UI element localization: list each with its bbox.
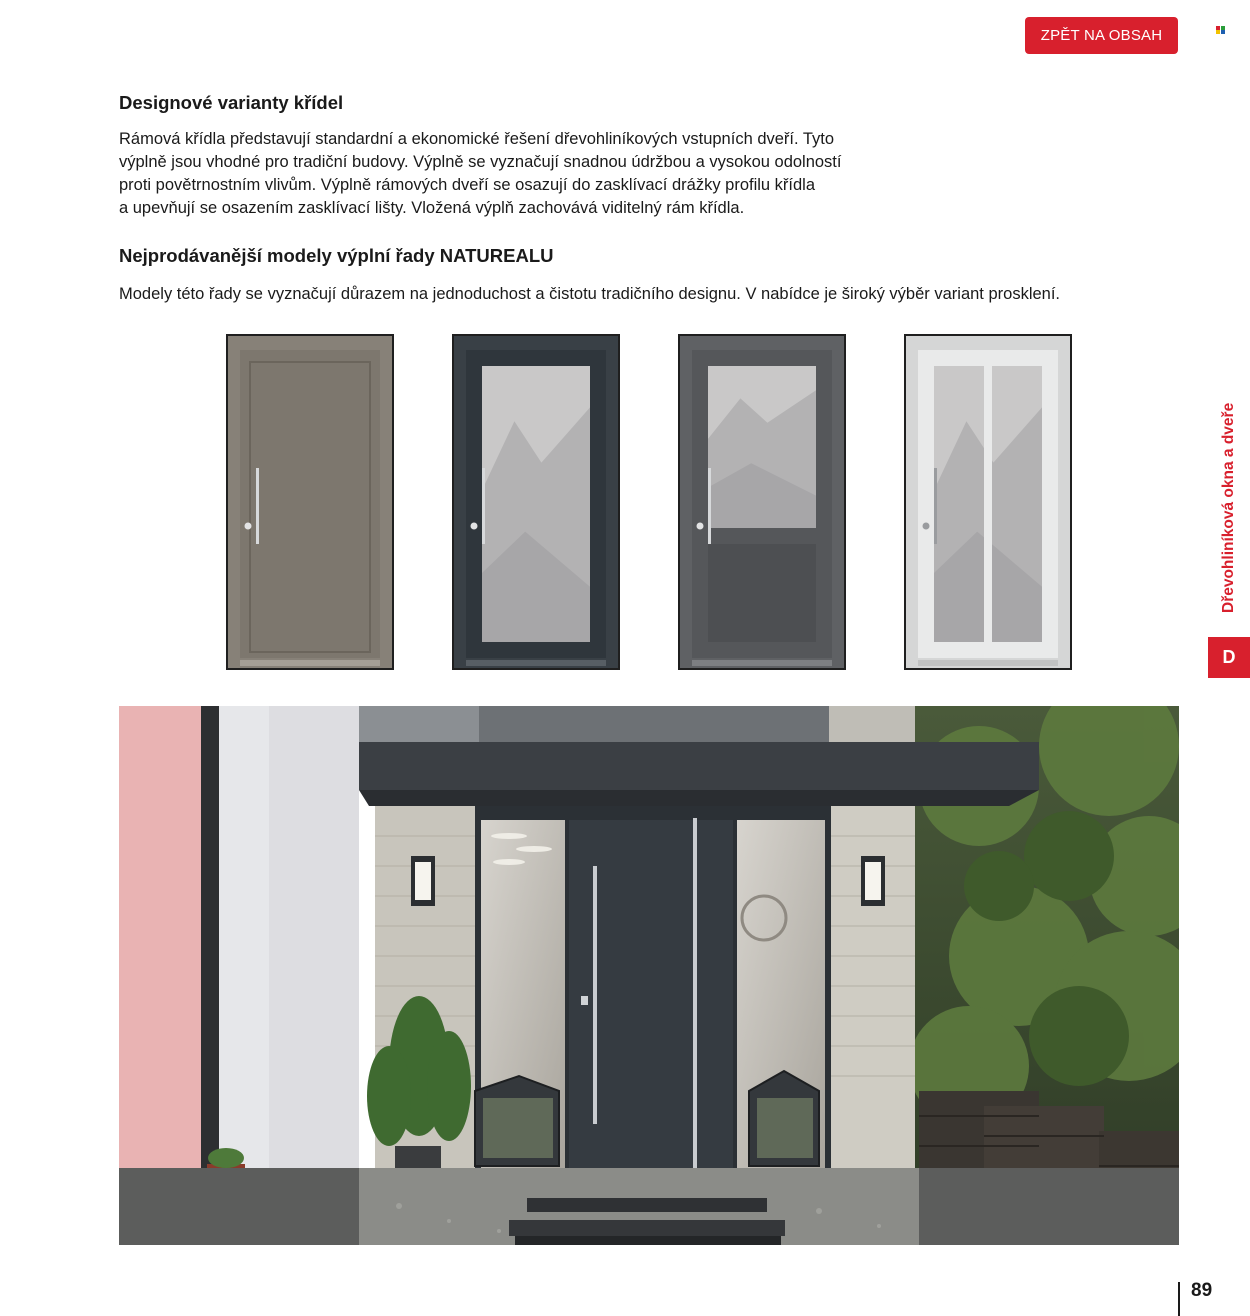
door-leaf — [240, 350, 380, 658]
side-tab-label: Dřevohliníková okna a dveře — [1220, 402, 1237, 614]
paragraph-line: proti povětrnostním vlivům. Výplně rámových dveří se osazují do zasklívací drážky profilu křídla — [119, 176, 816, 194]
paragraph-line: Rámová křídla představují standardní a ekonomické řešení dřevohliníkových vstupních dveří. Tyto — [119, 130, 835, 148]
door-threshold — [466, 660, 606, 666]
paragraph-line: výplně jsou vhodné pro tradiční budovy. Výplně se vyznačují snadnou údržbou a vysokou odolností — [119, 153, 842, 171]
door-lock-cylinder — [245, 523, 252, 530]
door-models-row — [0, 334, 1250, 672]
bestsellers-paragraph: Modely této řady se vyznačují důrazem na jednoduchost a čistotu tradičního designu. V nabídce je široký výběr variant prosklení. — [119, 285, 1061, 303]
door-lower-panel — [708, 544, 816, 642]
door-handle — [708, 468, 711, 544]
door-model-panel — [226, 334, 394, 670]
door-model-glazed — [452, 334, 620, 670]
design-variants-paragraph — [119, 128, 841, 220]
door-handle — [256, 468, 259, 544]
door-threshold — [692, 660, 832, 666]
brand-logo-icon — [1216, 26, 1226, 34]
page-number: 89 — [1191, 1280, 1213, 1301]
entrance-photo — [119, 706, 1179, 1245]
door-model-divided-glazed — [904, 334, 1072, 670]
side-tab-letter[interactable]: D — [1208, 637, 1250, 678]
door-model-half-glazed — [678, 334, 846, 670]
section-heading-bestsellers: Nejprodávanější modely výplní řady NATUREALU — [119, 245, 554, 266]
door-threshold — [240, 660, 380, 666]
paragraph-line: a upevňují se osazením zasklívací lišty. Vložená výplň zachovává viditelný rám křídla. — [119, 199, 745, 217]
door-lock-cylinder — [697, 523, 704, 530]
page-number-divider — [1178, 1282, 1180, 1316]
back-to-contents-button[interactable]: ZPĚT NA OBSAH — [1025, 17, 1178, 54]
door-handle — [482, 468, 485, 544]
door-lock-cylinder — [471, 523, 478, 530]
door-mullion — [984, 366, 992, 642]
section-heading-design-variants: Designové varianty křídel — [119, 92, 344, 113]
door-handle — [934, 468, 937, 544]
door-threshold — [918, 660, 1058, 666]
door-lock-cylinder — [923, 523, 930, 530]
